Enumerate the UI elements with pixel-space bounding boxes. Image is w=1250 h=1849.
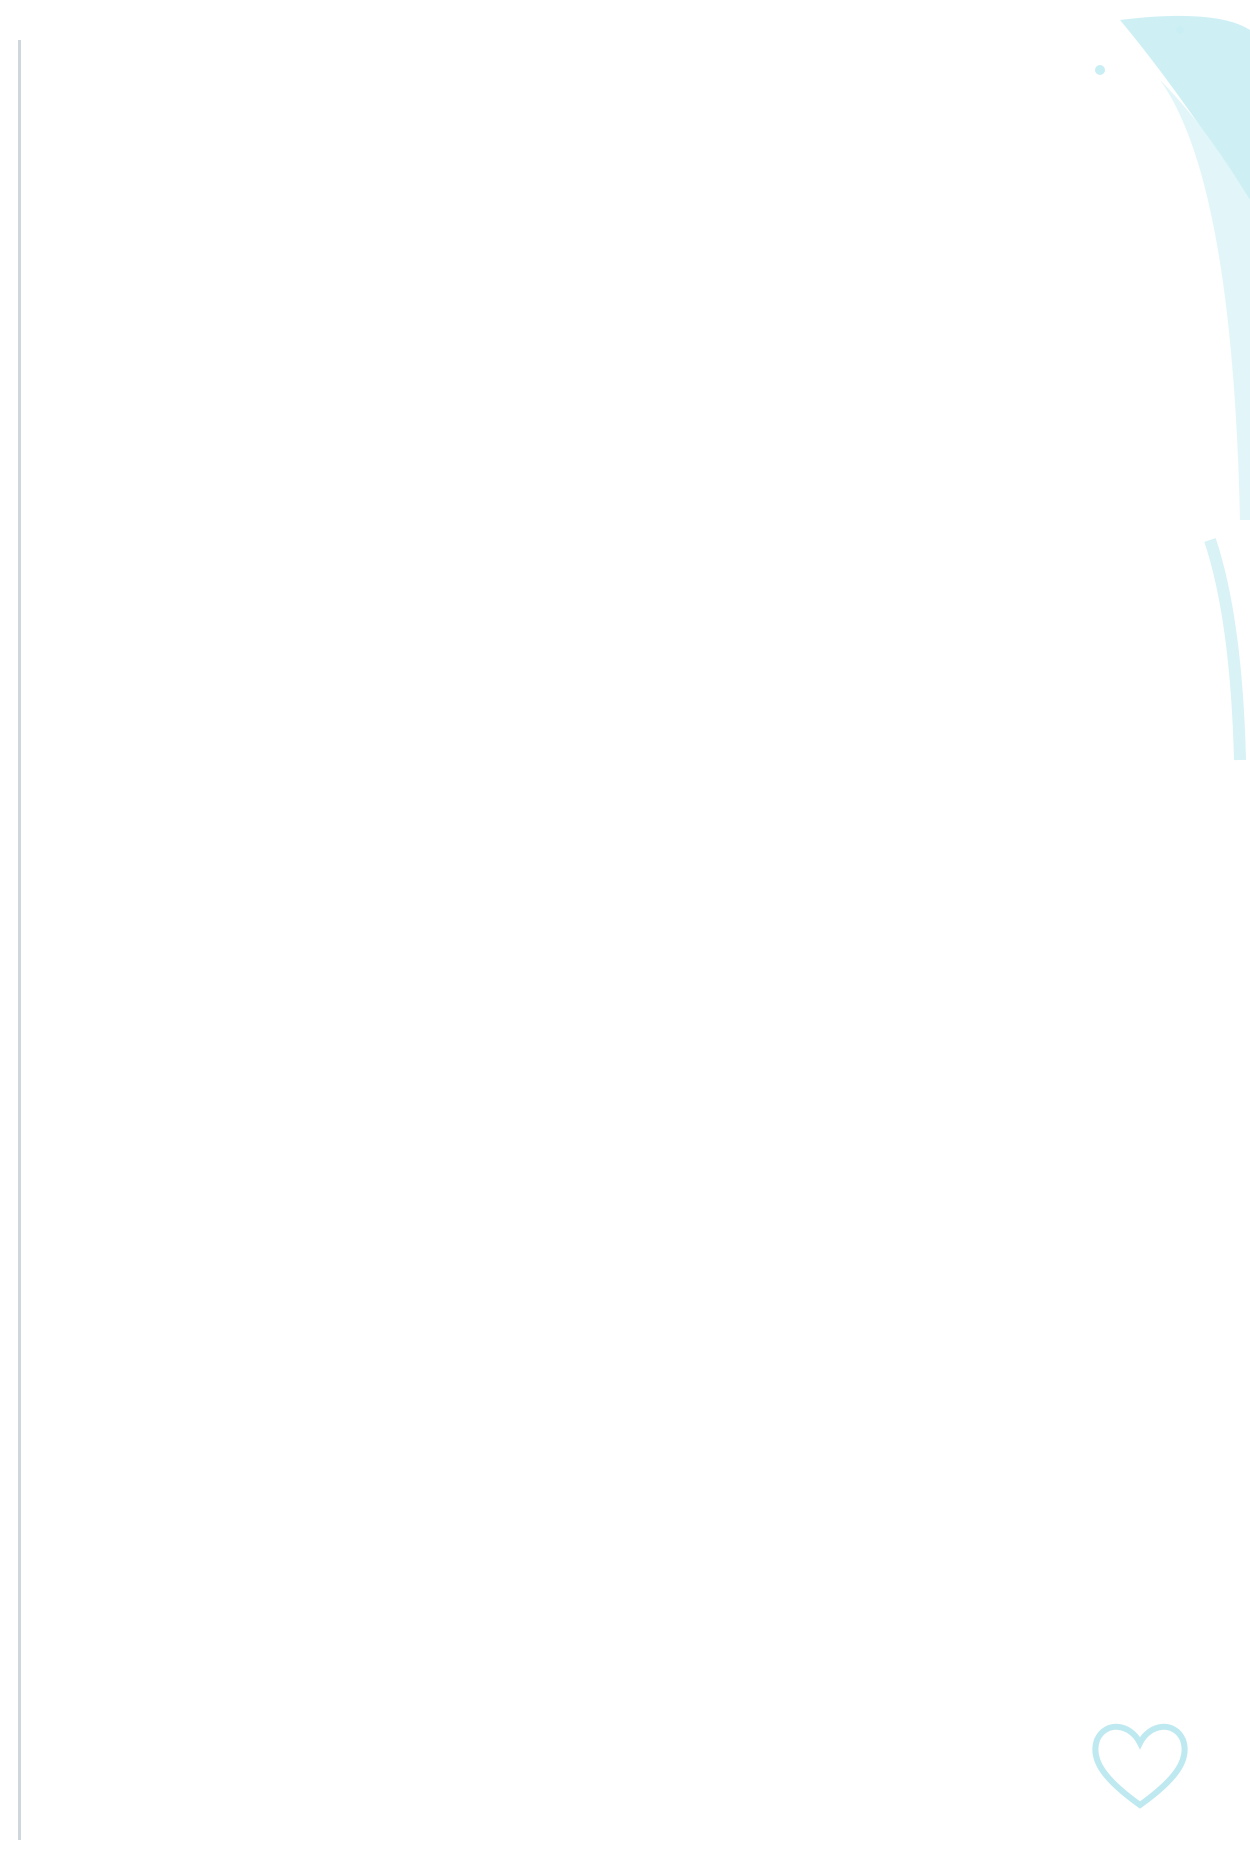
corner-decoration — [1060, 0, 1250, 800]
heart-icon — [1085, 1715, 1195, 1815]
page-number-badge — [1085, 1715, 1195, 1815]
page-edge-divider — [18, 40, 21, 1840]
